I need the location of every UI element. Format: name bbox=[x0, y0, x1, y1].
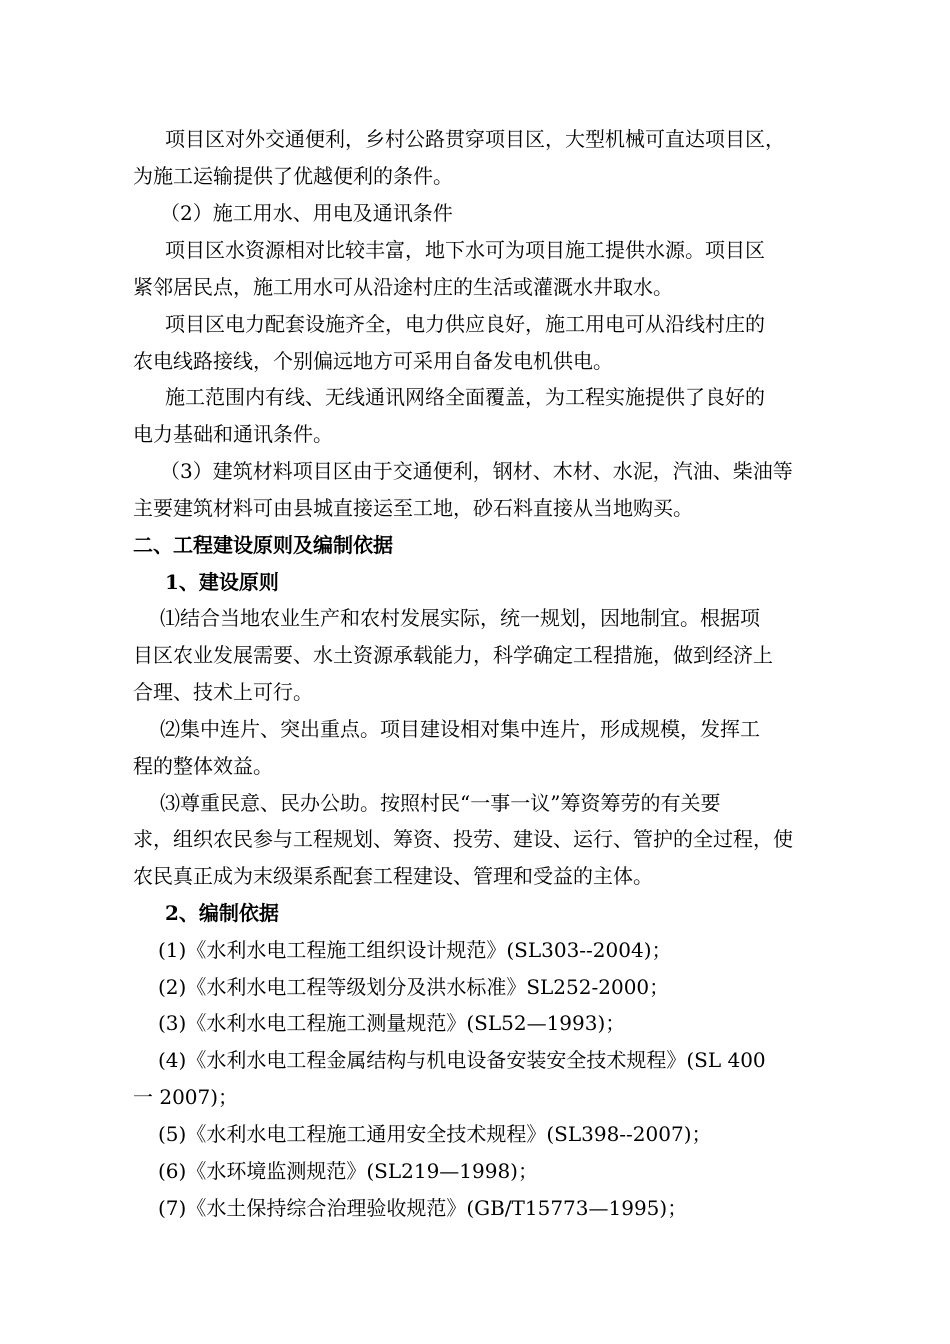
text-line-17: ⑵集中连片、突出重点。项目建设相对集中连片，形成规模，发挥工 bbox=[160, 717, 760, 741]
text-line-11: 主要建筑材料可由县城直接运至工地，砂石料直接从当地购买。 bbox=[133, 496, 693, 520]
text-line-1: 项目区对外交通便利，乡村公路贯穿项目区，大型机械可直达项目区， bbox=[165, 127, 785, 151]
text-line-19: ⑶尊重民意、民办公助。按照村民“一事一议”筹资筹劳的有关要 bbox=[160, 791, 721, 815]
reference-item-4-continued: 一 2007)； bbox=[133, 1085, 239, 1109]
subheading-compilation-basis: 2、编制依据 bbox=[165, 901, 279, 925]
reference-item-2: (2)《水利水电工程等级划分及洪水标准》SL252-2000； bbox=[158, 975, 670, 999]
section-heading-2: 二、工程建设原则及编制依据 bbox=[133, 533, 393, 557]
text-line-10: （3）建筑材料项目区由于交通便利，钢材、木材、水泥，汽油、柴油等 bbox=[160, 459, 793, 483]
text-line-9: 电力基础和通讯条件。 bbox=[133, 422, 333, 446]
text-line-8: 施工范围内有线、无线通讯网络全面覆盖，为工程实施提供了良好的 bbox=[165, 385, 765, 409]
text-line-5: 紧邻居民点，施工用水可从沿途村庄的生活或灌溉水井取水。 bbox=[133, 275, 673, 299]
text-line-15: 目区农业发展需要、水土资源承载能力，科学确定工程措施，做到经济上 bbox=[133, 643, 773, 667]
subheading-construction-principles: 1、建设原则 bbox=[165, 570, 279, 594]
reference-item-1: (1)《水利水电工程施工组织设计规范》(SL303--2004)； bbox=[158, 938, 672, 962]
text-line-20: 求，组织农民参与工程规划、筹资、投劳、建设、运行、管护的全过程，使 bbox=[133, 827, 793, 851]
text-line-21: 农民真正成为末级渠系配套工程建设、管理和受益的主体。 bbox=[133, 864, 653, 888]
reference-item-6: (6)《水环境监测规范》(SL219—1998)； bbox=[158, 1159, 538, 1183]
subsection-heading-2: （2）施工用水、用电及通讯条件 bbox=[160, 201, 453, 225]
reference-item-3: (3)《水利水电工程施工测量规范》(SL52—1993)； bbox=[158, 1011, 626, 1035]
text-line-16: 合理、技术上可行。 bbox=[133, 680, 313, 704]
reference-item-7: (7)《水土保持综合治理验收规范》(GB/T15773—1995)； bbox=[158, 1196, 688, 1220]
text-line-18: 程的整体效益。 bbox=[133, 754, 273, 778]
text-line-6: 项目区电力配套设施齐全，电力供应良好，施工用电可从沿线村庄的 bbox=[165, 312, 765, 336]
text-line-4: 项目区水资源相对比较丰富，地下水可为项目施工提供水源。项目区 bbox=[165, 238, 765, 262]
text-line-14: ⑴结合当地农业生产和农村发展实际，统一规划，因地制宜。根据项 bbox=[160, 606, 760, 630]
reference-item-4: (4)《水利水电工程金属结构与机电设备安装安全技术规程》(SL 400 bbox=[158, 1048, 766, 1072]
text-line-2: 为施工运输提供了优越便利的条件。 bbox=[133, 164, 453, 188]
text-line-7: 农电线路接线，个别偏远地方可采用自备发电机供电。 bbox=[133, 349, 613, 373]
reference-item-5: (5)《水利水电工程施工通用安全技术规程》(SL398--2007)； bbox=[158, 1122, 712, 1146]
